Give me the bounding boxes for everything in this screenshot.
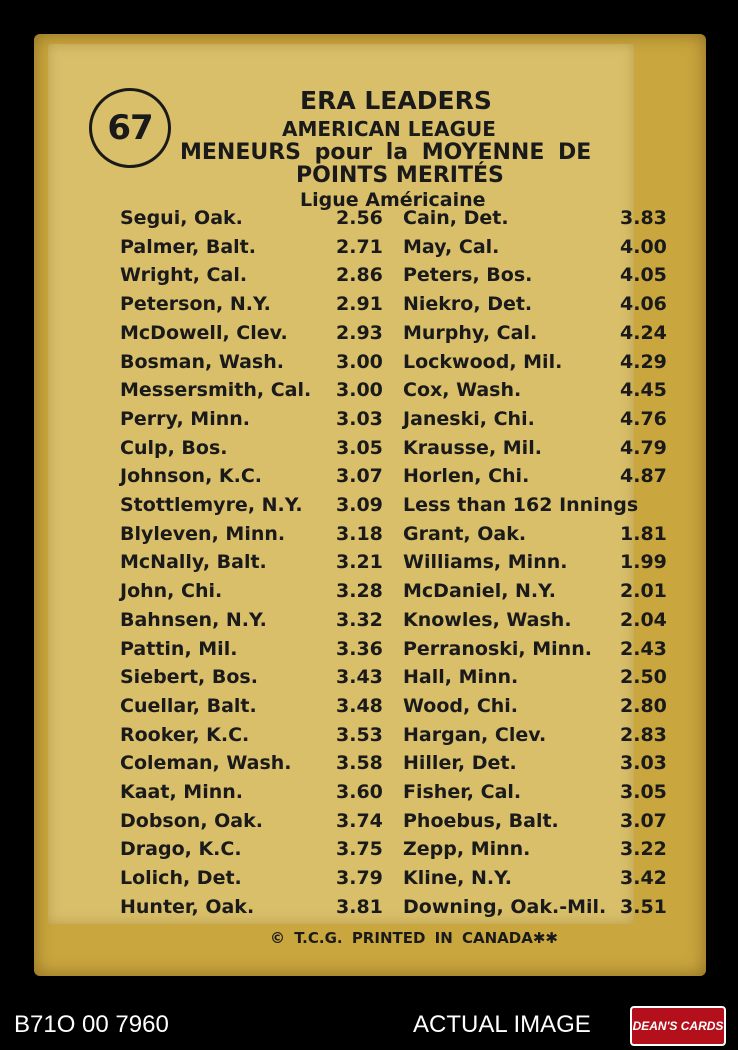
right-player-name: Knowles, Wash. [403, 608, 572, 631]
left-era-value: 3.36 [336, 637, 383, 660]
left-era-value: 3.75 [336, 838, 383, 861]
left-era-value: 3.21 [336, 551, 383, 574]
right-era-value: 4.24 [620, 321, 667, 344]
left-player-name: Cuellar, Balt. [120, 694, 257, 717]
table-row [0, 465, 738, 493]
right-player-name: Lockwood, Mil. [403, 350, 563, 373]
left-player-name: Johnson, K.C. [120, 465, 262, 488]
left-era-value: 3.43 [336, 666, 383, 689]
left-era-value: 3.79 [336, 867, 383, 890]
left-player-name: Peterson, N.Y. [120, 293, 271, 316]
left-era-value: 3.48 [336, 694, 383, 717]
right-player-name: Zepp, Minn. [403, 838, 531, 861]
copyright-line: © T.C.G. PRINTED IN CANADA✱✱ [270, 929, 558, 947]
table-row [0, 551, 738, 579]
right-player-name: Cox, Wash. [403, 379, 522, 402]
left-player-name: Bosman, Wash. [120, 350, 284, 373]
table-row [0, 695, 738, 723]
right-era-value: 3.03 [620, 752, 667, 775]
table-row [0, 264, 738, 292]
header-french-1: MENEURS pour la MOYENNE DE [180, 140, 592, 165]
left-player-name: Pattin, Mil. [120, 637, 238, 660]
actual-image-label: ACTUAL IMAGE [413, 1011, 591, 1038]
left-player-name: Kaat, Minn. [120, 781, 243, 803]
right-player-name: Perranoski, Minn. [403, 637, 592, 660]
right-player-name: Williams, Minn. [403, 551, 568, 574]
left-era-value: 2.71 [336, 235, 383, 258]
right-player-name: Downing, Oak.-Mil. [403, 895, 607, 918]
right-era-value: 3.07 [620, 809, 667, 832]
table-row [0, 609, 738, 637]
left-player-name: Dobson, Oak. [120, 809, 263, 832]
left-era-value: 2.56 [336, 207, 383, 229]
table-row [0, 523, 738, 551]
left-player-name: Segui, Oak. [120, 207, 243, 229]
left-era-value: 3.00 [336, 379, 383, 402]
table-row [0, 494, 738, 522]
table-row [0, 580, 738, 608]
right-era-value: 3.83 [620, 207, 667, 229]
table-row [0, 781, 738, 809]
left-player-name: Wright, Cal. [120, 264, 248, 287]
table-row [0, 379, 738, 407]
right-player-name: Phoebus, Balt. [403, 809, 559, 832]
right-era-value: 4.00 [620, 235, 667, 258]
right-player-name: Fisher, Cal. [403, 781, 522, 803]
right-player-name: Hiller, Det. [403, 752, 517, 775]
table-row [0, 207, 738, 235]
table-row [0, 351, 738, 379]
subheading: Less than 162 Innings [403, 494, 639, 516]
table-row [0, 408, 738, 436]
left-player-name: McNally, Balt. [120, 551, 267, 574]
table-row [0, 838, 738, 866]
right-era-value: 1.99 [620, 551, 667, 574]
right-player-name: Cain, Det. [403, 207, 509, 229]
right-era-value: 2.83 [620, 723, 667, 746]
header-french-3: Ligue Américaine [300, 189, 486, 211]
right-era-value: 1.81 [620, 522, 667, 545]
table-row [0, 896, 738, 924]
table-row [0, 810, 738, 838]
left-player-name: Palmer, Balt. [120, 235, 256, 258]
left-era-value: 3.07 [336, 465, 383, 488]
left-era-value: 3.32 [336, 608, 383, 631]
left-era-value: 3.03 [336, 407, 383, 430]
left-era-value: 3.28 [336, 580, 383, 603]
table-row [0, 437, 738, 465]
left-era-value: 3.74 [336, 809, 383, 832]
right-player-name: Horlen, Chi. [403, 465, 530, 488]
left-era-value: 3.58 [336, 752, 383, 775]
table-row [0, 638, 738, 666]
right-player-name: May, Cal. [403, 235, 500, 258]
table-row [0, 752, 738, 780]
left-player-name: Siebert, Bos. [120, 666, 258, 689]
right-player-name: Krausse, Mil. [403, 436, 542, 459]
right-player-name: Wood, Chi. [403, 694, 519, 717]
left-era-value: 3.09 [336, 494, 383, 516]
left-player-name: Bahnsen, N.Y. [120, 608, 267, 631]
right-player-name: Niekro, Det. [403, 293, 533, 316]
right-era-value: 2.50 [620, 666, 667, 689]
right-era-value: 4.87 [620, 465, 667, 488]
left-player-name: Hunter, Oak. [120, 895, 255, 918]
left-player-name: Culp, Bos. [120, 436, 228, 459]
right-player-name: Hall, Minn. [403, 666, 519, 689]
table-row [0, 867, 738, 895]
right-era-value: 3.05 [620, 781, 667, 803]
left-era-value: 3.00 [336, 350, 383, 373]
right-era-value: 2.01 [620, 580, 667, 603]
card-number: 67 [89, 88, 171, 168]
left-player-name: Lolich, Det. [120, 867, 242, 890]
right-era-value: 2.04 [620, 608, 667, 631]
header-french-2: POINTS MERITÉS [296, 163, 504, 188]
sku-label: B71O 00 7960 [14, 1011, 169, 1038]
left-era-value: 3.60 [336, 781, 383, 803]
left-player-name: McDowell, Clev. [120, 321, 288, 344]
right-player-name: Janeski, Chi. [403, 407, 535, 430]
right-player-name: Peters, Bos. [403, 264, 533, 287]
right-era-value: 4.29 [620, 350, 667, 373]
table-row [0, 724, 738, 752]
right-era-value: 4.79 [620, 436, 667, 459]
table-row [0, 322, 738, 350]
left-era-value: 3.81 [336, 895, 383, 918]
right-era-value: 3.42 [620, 867, 667, 890]
left-era-value: 2.93 [336, 321, 383, 344]
table-row [0, 666, 738, 694]
left-player-name: John, Chi. [120, 580, 223, 603]
left-player-name: Drago, K.C. [120, 838, 242, 861]
right-era-value: 2.43 [620, 637, 667, 660]
right-era-value: 4.45 [620, 379, 667, 402]
right-player-name: Grant, Oak. [403, 522, 527, 545]
left-era-value: 3.18 [336, 522, 383, 545]
left-player-name: Blyleven, Minn. [120, 522, 286, 545]
left-era-value: 3.53 [336, 723, 383, 746]
right-era-value: 3.22 [620, 838, 667, 861]
right-era-value: 4.76 [620, 407, 667, 430]
left-player-name: Perry, Minn. [120, 407, 250, 430]
right-player-name: Hargan, Clev. [403, 723, 547, 746]
left-era-value: 2.86 [336, 264, 383, 287]
deans-cards-logo: DEAN'S CARDS [630, 1006, 726, 1046]
right-era-value: 3.51 [620, 895, 667, 918]
right-era-value: 4.05 [620, 264, 667, 287]
left-era-value: 3.05 [336, 436, 383, 459]
left-player-name: Stottlemyre, N.Y. [120, 494, 303, 516]
left-player-name: Messersmith, Cal. [120, 379, 312, 402]
left-player-name: Rooker, K.C. [120, 723, 250, 746]
right-player-name: Kline, N.Y. [403, 867, 512, 890]
right-era-value: 4.06 [620, 293, 667, 316]
right-player-name: McDaniel, N.Y. [403, 580, 556, 603]
header-league: AMERICAN LEAGUE [282, 117, 496, 141]
right-player-name: Murphy, Cal. [403, 321, 538, 344]
table-row [0, 236, 738, 264]
header-title: ERA LEADERS [300, 86, 492, 115]
left-era-value: 2.91 [336, 293, 383, 316]
table-row [0, 293, 738, 321]
right-era-value: 2.80 [620, 694, 667, 717]
left-player-name: Coleman, Wash. [120, 752, 292, 775]
